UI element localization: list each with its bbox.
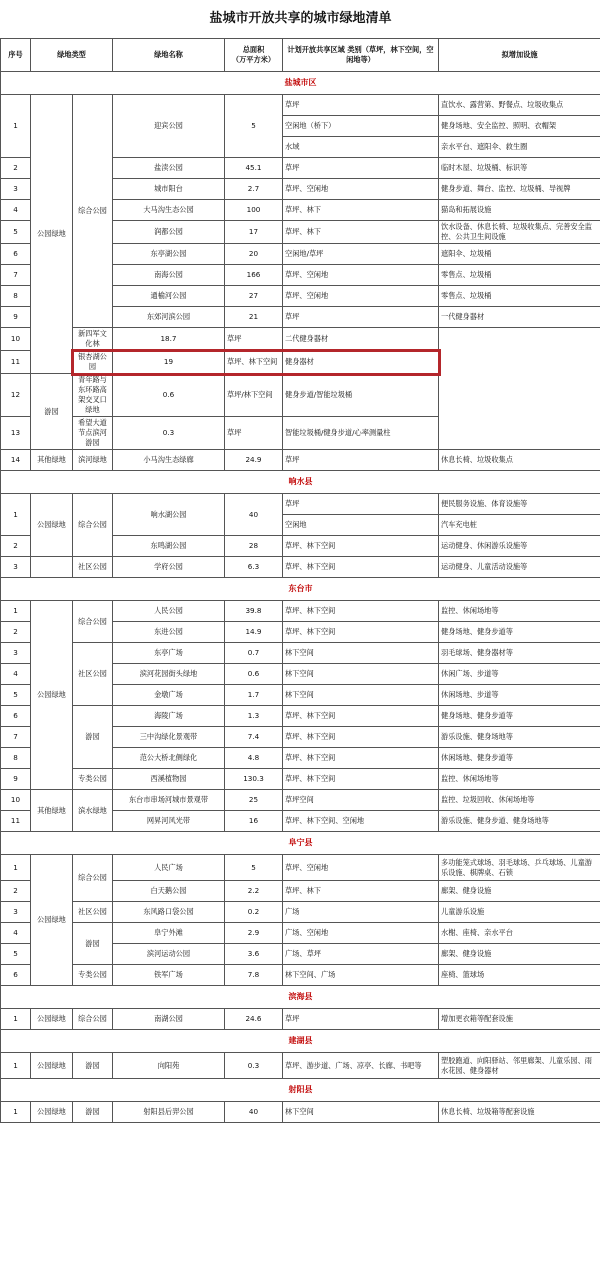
row-no: 3 [1,643,31,664]
area: 40 [225,494,283,536]
facility: 一代健身器材 [439,307,600,328]
facility: 猫岛和拓展设施 [439,200,600,221]
zone: 草坪、林下空间 [283,536,439,557]
zone: 空闲地（桥下） [283,116,439,137]
row-no: 14 [1,450,31,471]
area: 17 [225,221,283,244]
header-zone: 计划开放共享区域 类别（草坪，林下空间，空闲地等） [283,39,439,72]
zone: 草坪、林下空间 [283,727,439,748]
facility: 休息长椅、垃圾箱等配套设施 [439,1102,600,1123]
zone: 空闲地 [283,515,439,536]
row-no: 10 [1,790,31,811]
facility: 休闲场地、步道等 [439,685,600,706]
zone: 草坪 [283,450,439,471]
facility: 遮阳伞、垃圾桶 [439,244,600,265]
facility: 休息长椅、垃圾收集点 [439,450,600,471]
park-name: 滨河运动公园 [113,944,225,965]
type-secondary: 游园 [31,374,73,450]
facility: 二代健身器材 [283,328,439,351]
facility: 廊架、健身设施 [439,944,600,965]
facility: 直饮水、露营第、野餐点、垃圾收集点 [439,95,600,116]
park-name: 新四军文化林 [73,328,113,351]
facility: 零售点、垃圾桶 [439,265,600,286]
row-no: 8 [1,286,31,307]
row-no: 11 [1,811,31,832]
section-title: 盐城市区 [1,72,600,95]
zone: 草坪、林下 [283,881,439,902]
row-no: 9 [1,307,31,328]
type-secondary: 社区公园 [73,557,113,578]
park-name: 西溪植物园 [113,769,225,790]
zone: 草坪/林下空间 [225,374,283,417]
type-secondary: 游园 [73,1102,113,1123]
row-no: 6 [1,706,31,727]
park-name: 铁军广场 [113,965,225,986]
area: 0.7 [225,643,283,664]
area: 20 [225,244,283,265]
zone: 林下空间 [283,1102,439,1123]
row-no: 8 [1,748,31,769]
header-type: 绿地类型 [31,39,113,72]
row-no: 3 [1,557,31,578]
zone: 草坪 [225,417,283,450]
area: 27 [225,286,283,307]
park-name: 海陵广场 [113,706,225,727]
area: 40 [225,1102,283,1123]
zone: 草坪 [283,158,439,179]
facility: 塑胶跑道、向阳驿站、邻里廊架、儿童乐园、雨水花园、健身器材 [439,1053,600,1079]
row-no: 5 [1,221,31,244]
zone: 草坪空间 [283,790,439,811]
area: 39.8 [225,601,283,622]
type-primary: 公园绿地 [31,855,73,986]
row-no: 5 [1,685,31,706]
park-name: 金墩广场 [113,685,225,706]
area: 21 [225,307,283,328]
park-name: 南湖公园 [113,1009,225,1030]
area: 1.3 [225,706,283,727]
facility: 健身步道/智能垃圾桶 [283,374,439,417]
header-no: 序号 [1,39,31,72]
row-no: 4 [1,923,31,944]
park-name: 东亭广场 [113,643,225,664]
table-header [1,39,600,72]
park-name: 学府公园 [113,557,225,578]
type-primary [31,557,73,578]
row-no: 2 [1,158,31,179]
page-title: 盐城市开放共享的城市绿地清单 [1,0,600,39]
type-secondary: 综合公园 [73,855,113,902]
section-title: 滨海县 [1,986,600,1009]
facility: 监控、休闲场地等 [439,601,600,622]
park-name: 网昇河风光带 [113,811,225,832]
park-name: 阜宁外滩 [113,923,225,944]
row-no: 2 [1,881,31,902]
type-secondary: 综合公园 [73,601,113,643]
area: 25 [225,790,283,811]
facility: 游乐设施、健身场地等 [439,727,600,748]
facility: 健身器材 [283,351,439,374]
facility: 健身场地、健身步道等 [439,706,600,727]
area: 7.8 [225,965,283,986]
type-secondary: 专类公园 [73,965,113,986]
park-name: 东进公园 [113,622,225,643]
area: 2.2 [225,881,283,902]
header-area: 总面积 （万平方米） [225,39,283,72]
facility: 廊架、健身设施 [439,881,600,902]
row-no: 1 [1,95,31,158]
park-name: 向阳苑 [113,1053,225,1079]
section-title: 东台市 [1,578,600,601]
facility: 水榭、座椅、亲水平台 [439,923,600,944]
park-name: 希望大道节点滨河游园 [73,417,113,450]
zone: 草坪、林下 [283,221,439,244]
area: 1.7 [225,685,283,706]
area: 6.3 [225,557,283,578]
park-name: 响水湖公园 [113,494,225,536]
area: 5 [225,855,283,881]
area: 4.8 [225,748,283,769]
row-no: 3 [1,179,31,200]
row-no: 7 [1,727,31,748]
park-name: 迎宾公园 [113,95,225,158]
park-name: 小马沟生态绿廊 [113,450,225,471]
zone: 草坪 [283,307,439,328]
row-no: 1 [1,1009,31,1030]
facility: 运动健身、休闲游乐设施等 [439,536,600,557]
area: 0.6 [225,664,283,685]
facility: 增加更衣箱等配套设施 [439,1009,600,1030]
park-name: 白天鹅公园 [113,881,225,902]
highlight-box [71,349,441,376]
type-primary: 公园绿地 [31,95,73,374]
zone: 草坪、林下空间 [283,769,439,790]
type-secondary: 综合公园 [73,494,113,557]
type-secondary: 滨水绿地 [73,790,113,832]
type-secondary: 游园 [73,1053,113,1079]
zone: 草坪、空闲地 [283,179,439,200]
park-name: 城市阳台 [113,179,225,200]
area: 166 [225,265,283,286]
header-facility: 拟增加设施 [439,39,600,72]
park-name: 通榆河公园 [113,286,225,307]
park-name: 东郊河滨公园 [113,307,225,328]
zone: 空闲地/草坪 [283,244,439,265]
park-name: 人民公园 [113,601,225,622]
row-no: 5 [1,944,31,965]
facility: 亲水平台、遮阳伞、救生圈 [439,137,600,158]
row-no: 7 [1,265,31,286]
area: 2.9 [225,923,283,944]
park-name: 人民广场 [113,855,225,881]
area: 16 [225,811,283,832]
zone: 草坪 [283,494,439,515]
zone: 草坪 [225,328,283,351]
area: 5 [225,95,283,158]
type-secondary: 综合公园 [73,95,113,328]
zone: 草坪、林下空间 [283,706,439,727]
area: 7.4 [225,727,283,748]
park-name: 大马沟生态公园 [113,200,225,221]
zone: 林下空间 [283,664,439,685]
park-name: 东台市串场河城市景观带 [113,790,225,811]
area: 2.7 [225,179,283,200]
section-title: 建湖县 [1,1030,600,1053]
zone: 草坪、空闲地 [283,855,439,881]
row-no: 3 [1,902,31,923]
park-name: 滨河花园街头绿地 [113,664,225,685]
facility: 临时木屋、垃圾桶、标识等 [439,158,600,179]
facility: 智能垃圾桶/健身步道/心率测量柱 [283,417,439,450]
facility: 监控、垃圾回收、休闲场地等 [439,790,600,811]
park-name: 范公大桥北侧绿化 [113,748,225,769]
section-title: 射阳县 [1,1079,600,1102]
park-name: 三中沟绿化景观带 [113,727,225,748]
facility: 健身步道、舞台、监控、垃圾桶、导视牌 [439,179,600,200]
park-name: 东鸣湖公园 [113,536,225,557]
type-primary: 公园绿地 [31,1053,73,1079]
park-name: 南海公园 [113,265,225,286]
row-no: 12 [1,374,31,417]
facility: 饮水设备、休息长椅、垃圾收集点、完善安全监控、公共卫生间设施 [439,221,600,244]
zone: 草坪、空闲地 [283,265,439,286]
type-secondary: 滨河绿地 [73,450,113,471]
area: 14.9 [225,622,283,643]
row-no: 2 [1,536,31,557]
park-name: 润都公园 [113,221,225,244]
row-no: 10 [1,328,31,351]
area: 45.1 [225,158,283,179]
row-no: 1 [1,1053,31,1079]
zone: 草坪、游步道、广场、凉亭、长廊、书吧等 [283,1053,439,1079]
type-primary: 其他绿地 [31,790,73,832]
type-primary: 其他绿地 [31,450,73,471]
zone: 广场、空闲地 [283,923,439,944]
area: 0.3 [225,1053,283,1079]
row-no: 1 [1,601,31,622]
park-name: 东风路口袋公园 [113,902,225,923]
area: 0.3 [113,417,225,450]
row-no: 4 [1,200,31,221]
facility: 休闲场地、健身步道等 [439,748,600,769]
type-secondary: 社区公园 [73,643,113,706]
type-primary: 公园绿地 [31,1009,73,1030]
zone: 草坪、林下空间、空闲地 [283,811,439,832]
area: 0.6 [113,374,225,417]
facility: 便民服务设施、体育设施等 [439,494,600,515]
facility: 运动健身、儿童活动设施等 [439,557,600,578]
row-no: 6 [1,965,31,986]
zone: 林下空间 [283,643,439,664]
zone: 草坪、林下空间 [283,748,439,769]
type-secondary: 游园 [73,923,113,965]
area: 100 [225,200,283,221]
type-secondary: 专类公园 [73,769,113,790]
facility: 健身场地、安全监控、照明、衣帽架 [439,116,600,137]
type-primary: 公园绿地 [31,601,73,790]
park-name: 银杏湖公园 [73,351,113,374]
park-name: 东亭湖公园 [113,244,225,265]
zone: 草坪、林下空间 [283,601,439,622]
facility: 儿童游乐设施 [439,902,600,923]
row-no: 9 [1,769,31,790]
type-secondary: 游园 [73,706,113,769]
section-title: 阜宁县 [1,832,600,855]
row-no: 1 [1,1102,31,1123]
zone: 草坪、林下空间 [225,351,283,374]
area: 24.6 [225,1009,283,1030]
facility: 游乐设施、健身步道、健身场地等 [439,811,600,832]
facility: 监控、休闲场地等 [439,769,600,790]
header-name: 绿地名称 [113,39,225,72]
type-secondary: 社区公园 [73,902,113,923]
area: 18.7 [113,328,225,351]
row-no: 2 [1,622,31,643]
type-primary: 公园绿地 [31,494,73,557]
row-no: 13 [1,417,31,450]
area: 3.6 [225,944,283,965]
zone: 草坪、林下空间 [283,557,439,578]
row-no: 4 [1,664,31,685]
area: 0.2 [225,902,283,923]
zone: 广场、草坪 [283,944,439,965]
type-secondary: 综合公园 [73,1009,113,1030]
zone: 广场 [283,902,439,923]
area: 130.3 [225,769,283,790]
park-name: 射阳县后羿公园 [113,1102,225,1123]
zone: 水域 [283,137,439,158]
row-no: 1 [1,494,31,536]
zone: 林下空间、广场 [283,965,439,986]
type-primary: 公园绿地 [31,1102,73,1123]
row-no: 11 [1,351,31,374]
park-name: 青年路与东环路高架交叉口绿地 [73,374,113,417]
section-title: 响水县 [1,471,600,494]
zone: 草坪、空闲地 [283,286,439,307]
area: 19 [113,351,225,374]
zone: 草坪 [283,1009,439,1030]
facility: 多功能笼式球场、羽毛球场、乒乓球场、儿童游乐设施、棋牌桌、石锁 [439,855,600,881]
area: 24.9 [225,450,283,471]
row-no: 6 [1,244,31,265]
zone: 草坪 [283,95,439,116]
park-name: 盐渎公园 [113,158,225,179]
zone: 草坪、林下空间 [283,622,439,643]
facility: 休闲广场、步道等 [439,664,600,685]
row-no: 1 [1,855,31,881]
facility: 座椅、篮球场 [439,965,600,986]
facility: 健身场地、健身步道等 [439,622,600,643]
facility: 羽毛球场、健身器材等 [439,643,600,664]
facility: 零售点、垃圾桶 [439,286,600,307]
area: 28 [225,536,283,557]
facility: 汽车充电桩 [439,515,600,536]
zone: 草坪、林下 [283,200,439,221]
zone: 林下空间 [283,685,439,706]
